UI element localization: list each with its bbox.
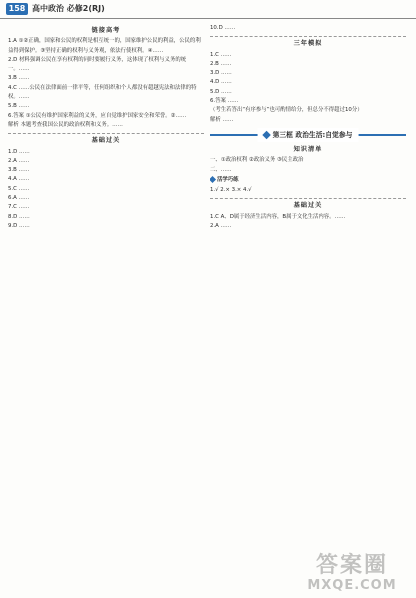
answer-paragraph: 5.B …… xyxy=(8,103,30,110)
watermark-logo xyxy=(292,554,412,596)
running-title: 高中政治 必修2(RJ) xyxy=(32,4,105,13)
page-number: 158 xyxy=(6,3,28,15)
answer-paragraph: 5.C …… xyxy=(8,185,30,192)
page-header xyxy=(0,0,416,19)
section-title-knowledge-list: 知识清单 xyxy=(293,145,323,153)
section-title-three-year-mock: 三年模拟 xyxy=(293,40,323,48)
diamond-icon xyxy=(210,176,216,183)
analysis-paragraph: 解析 本题考查我国公民的政治权利和义务。…… xyxy=(8,121,123,128)
answer-paragraph: 2.A …… xyxy=(210,223,232,230)
watermark-line1: 答案圈 xyxy=(315,553,388,578)
answer-paragraph: 6.A …… xyxy=(8,195,30,202)
answer-paragraph: 1.C A、D属于经济生活内容，B属于文化生活内容。…… xyxy=(210,213,346,220)
scoring-note: （考生若答出“有序参与”也可酌情给分，但总分不得超过10分） xyxy=(210,107,363,114)
list-item: 一、①政治权利 ②政治义务 ③民主政治 xyxy=(210,157,304,164)
section-title-linked-exam: 链接高考 xyxy=(91,27,121,34)
answer-paragraph: 4.C ……公民在法律面前一律平等，任何组织和个人都没有超越宪法和法律的特权。…… xyxy=(8,84,197,101)
practice-title-text: 活学巧练 xyxy=(217,176,239,183)
watermark-line2: MXQE.COM xyxy=(307,578,397,593)
answer-paragraph: 7.C …… xyxy=(8,204,30,211)
diamond-icon xyxy=(262,131,270,139)
answer-paragraph: 2.B …… xyxy=(210,60,232,67)
analysis-paragraph: 解析 …… xyxy=(210,116,234,123)
answer-paragraph: 4.D …… xyxy=(210,79,232,86)
chapter-banner xyxy=(210,128,406,142)
right-column xyxy=(210,24,406,594)
answer-paragraph: 4.A …… xyxy=(8,176,30,183)
practice-title xyxy=(210,176,406,185)
answer-paragraph: 3.B …… xyxy=(8,75,30,82)
section-title-basic-practice-2: 基础过关 xyxy=(293,202,323,210)
answer-paragraph: 6.答案 ①公民有维护国家利益的义务，应自觉维护国家安全和荣誉。②…… xyxy=(8,112,187,119)
answer-paragraph: 6.答案 …… xyxy=(210,98,239,105)
list-item: 二、…… xyxy=(210,166,232,173)
answer-paragraph: 3.B …… xyxy=(8,167,30,174)
answer-paragraph: 1.C …… xyxy=(210,51,232,58)
divider xyxy=(210,36,406,37)
banner-label xyxy=(258,128,359,142)
answer-paragraph: 1.D …… xyxy=(8,148,30,155)
answer-paragraph: 8.D …… xyxy=(8,213,30,220)
divider xyxy=(210,198,406,199)
answer-paragraph: 2.D 材料强调公民在享有权利的同时要履行义务，这体现了权利与义务的统一。…… xyxy=(8,56,187,73)
answer-paragraph: 3.D …… xyxy=(210,70,232,77)
section-title-basic-practice: 基础过关 xyxy=(91,137,121,145)
divider xyxy=(8,133,204,134)
banner-text: 第三框 政治生活:自觉参与 xyxy=(272,130,353,139)
answer-paragraph: 5.D …… xyxy=(210,88,232,95)
left-column xyxy=(8,24,204,594)
answer-paragraph: 10.D …… xyxy=(210,25,236,31)
answer-paragraph: 9.D …… xyxy=(8,222,30,229)
practice-answers: 1.√ 2.× 3.× 4.√ xyxy=(210,187,252,194)
answer-paragraph: 1.A ①②正确，国家和公民的权利是相互统一的，国家维护公民的利益，公民的利益得到保护。③坚持正确的权利与义务观，依法行使权利。④…… xyxy=(8,38,201,54)
answer-paragraph: 2.A …… xyxy=(8,157,30,164)
